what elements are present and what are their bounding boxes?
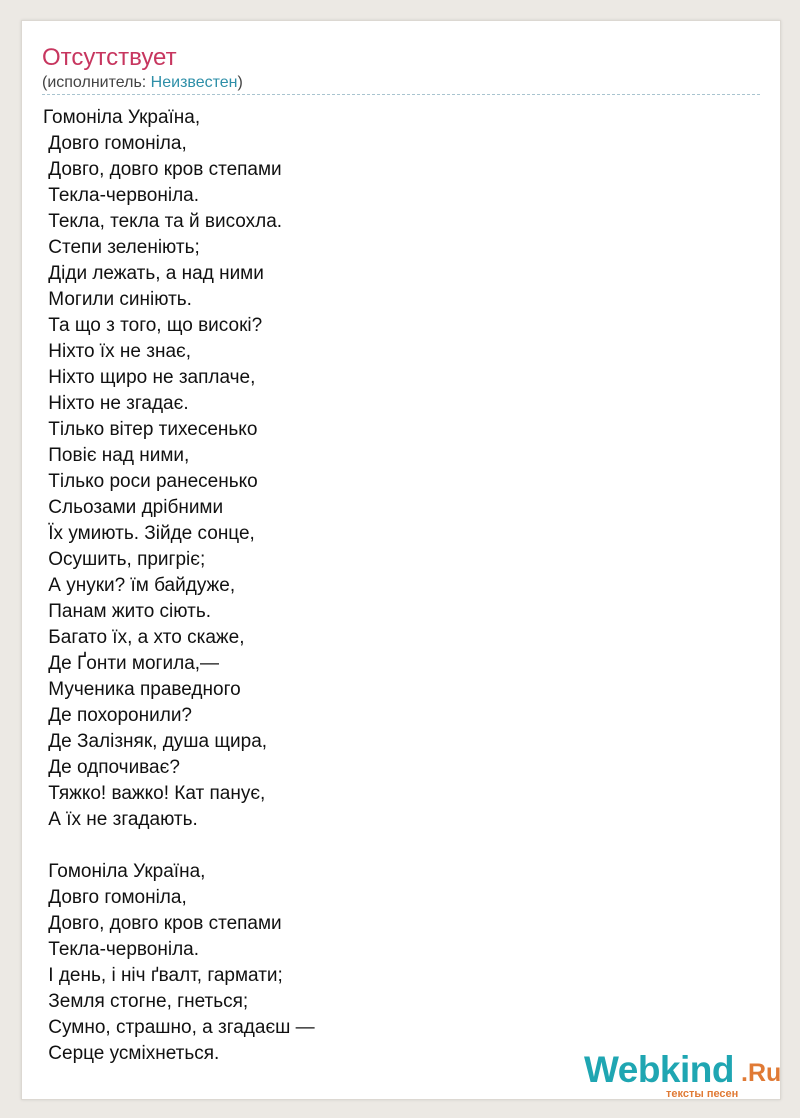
lyric-line: Гомоніла Україна,	[43, 107, 201, 128]
lyric-line: Тілько вітер тихесенько	[43, 419, 258, 440]
artist-line	[42, 73, 243, 93]
lyric-line: Довго гомоніла,	[43, 887, 187, 908]
lyrics-body	[43, 105, 760, 1067]
lyric-line: Довго, довго кров степами	[43, 913, 282, 934]
lyric-line: Степи зеленіють;	[43, 237, 200, 258]
lyric-line: Багато їх, а хто скаже,	[43, 627, 245, 648]
lyric-line: Текла, текла та й висохла.	[43, 211, 283, 232]
lyric-line: Ніхто щиро не заплаче,	[43, 367, 256, 388]
lyric-line: Де Ґонти могила,—	[43, 653, 220, 674]
lyric-line: Текла-червоніла.	[43, 185, 200, 206]
lyric-line: Та що з того, що високі?	[43, 315, 263, 336]
logo-wordmark: Webkind	[584, 1049, 734, 1090]
lyric-line: І день, і ніч ґвалт, гармати;	[43, 965, 283, 986]
lyric-line: Довго, довго кров степами	[43, 159, 282, 180]
lyric-line: Гомоніла Україна,	[43, 861, 206, 882]
lyric-line: Сльозами дрібними	[43, 497, 224, 518]
lyric-line: Серце усміхнеться.	[43, 1043, 220, 1064]
lyric-line: Де одпочиває?	[43, 757, 180, 778]
site-logo	[584, 1049, 782, 1100]
song-title: Отсутствует	[42, 44, 177, 71]
lyric-line: Сумно, страшно, а згадаєш —	[43, 1017, 315, 1038]
lyric-line	[43, 833, 760, 859]
lyric-line: А їх не згадають.	[43, 809, 198, 830]
logo-domain: .Ru	[741, 1059, 782, 1087]
lyric-line: Осушить, пригріє;	[43, 549, 206, 570]
artist-suffix: )	[237, 74, 243, 91]
lyric-line: Могили синіють.	[43, 289, 192, 310]
dashed-divider	[42, 94, 760, 95]
artist-link[interactable]: Неизвестен	[150, 74, 238, 91]
lyric-line: Повіє над ними,	[43, 445, 190, 466]
lyric-line: Тілько роси ранесенько	[43, 471, 258, 492]
lyric-line: Текла-червоніла.	[43, 939, 200, 960]
artist-prefix: (исполнитель:	[42, 74, 151, 91]
lyric-line: Ніхто їх не знає,	[43, 341, 191, 362]
lyrics-sheet	[21, 20, 781, 1100]
logo-tagline: тексты песен	[666, 1088, 739, 1100]
lyric-line: Ніхто не згадає.	[43, 393, 189, 414]
lyric-line: Довго гомоніла,	[43, 133, 187, 154]
lyric-line: Діди лежать, а над ними	[43, 263, 264, 284]
lyric-line: Земля стогне, гнеться;	[43, 991, 249, 1012]
lyric-line: Їх умиють. Зійде сонце,	[43, 523, 255, 544]
lyric-line: Мученика праведного	[43, 679, 241, 700]
lyric-line: А унуки? їм байдуже,	[43, 575, 236, 596]
lyric-line: Тяжко! важко! Кат панує,	[43, 783, 266, 804]
lyric-line: Панам жито сіють.	[43, 601, 211, 622]
lyric-line: Де похоронили?	[43, 705, 192, 726]
lyric-line: Де Залізняк, душа щира,	[43, 731, 268, 752]
